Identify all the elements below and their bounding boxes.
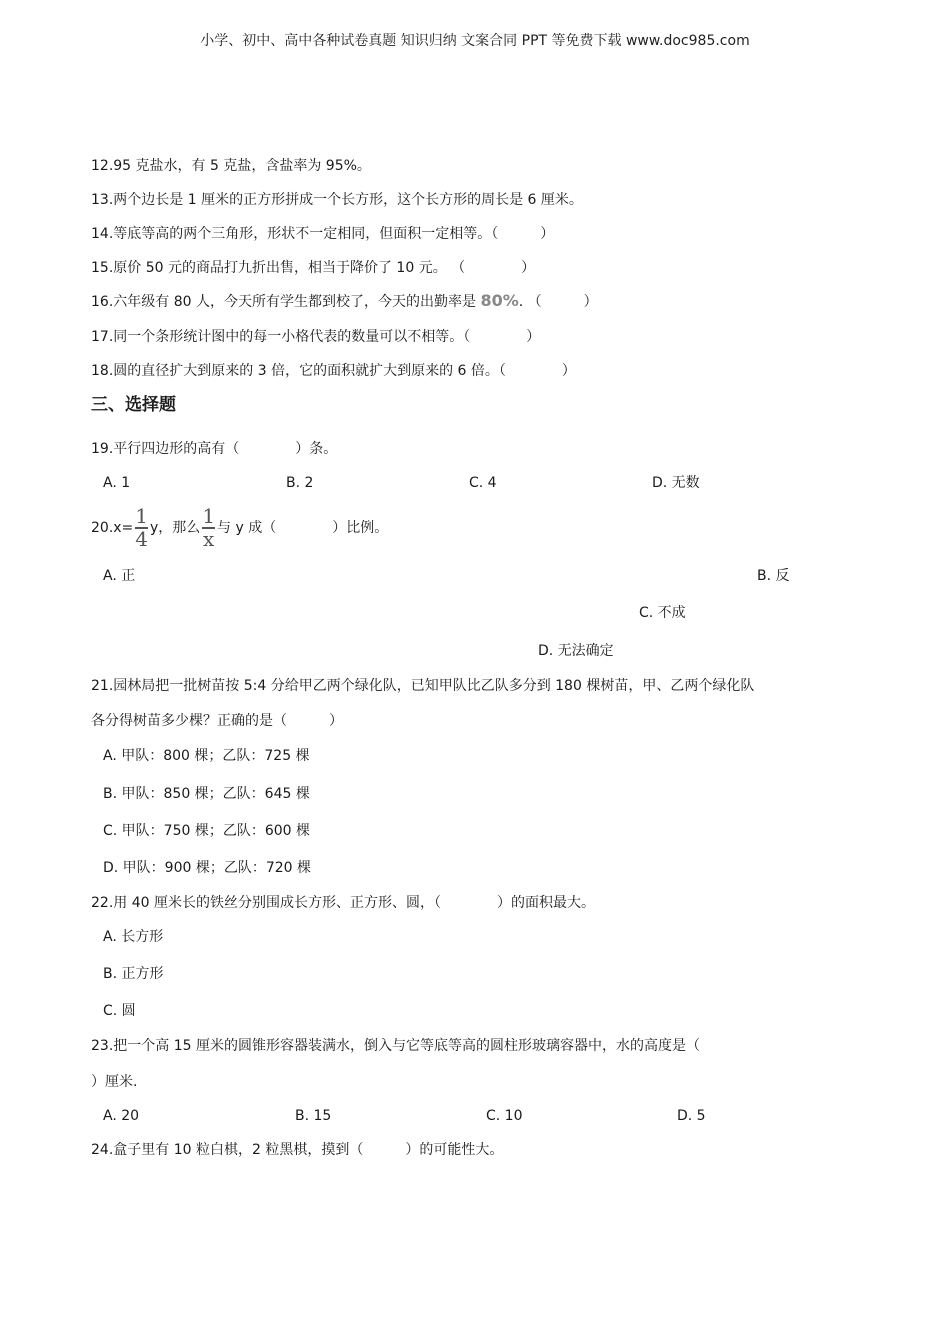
q21-option-b: B. 甲队：850 棵；乙队：645 棵 — [103, 786, 310, 802]
q19-option-c: C. 4 — [469, 475, 497, 491]
q20-option-c: C. 不成 — [639, 605, 686, 621]
question-12: 12.95 克盐水，有 5 克盐，含盐率为 95%。 — [91, 158, 371, 174]
page-header: 小学、初中、高中各种试卷真题 知识归纳 文案合同 PPT 等免费下载 www.doc985.com — [200, 33, 750, 49]
question-23-line-2: ）厘米. — [91, 1074, 138, 1090]
q21-option-c: C. 甲队：750 棵；乙队：600 棵 — [103, 823, 311, 839]
question-19: 19.平行四边形的高有（ ）条。 — [91, 441, 338, 457]
question-16 — [91, 291, 598, 312]
q20-option-b: B. 反 — [757, 568, 790, 584]
question-16-prefix: 16.六年级有 80 人，今天所有学生都到校了，今天的出勤率是 — [91, 294, 481, 310]
q23-option-b: B. 15 — [295, 1108, 332, 1124]
question-14: 14.等底等高的两个三角形，形状不一定相同，但面积一定相等。（ ） — [91, 226, 555, 242]
q20-suffix: 与 y 成（ ）比例。 — [217, 520, 389, 536]
q22-option-a: A. 长方形 — [103, 929, 164, 945]
q19-option-b: B. 2 — [286, 475, 314, 491]
q22-option-b: B. 正方形 — [103, 966, 164, 982]
q23-option-c: C. 10 — [486, 1108, 523, 1124]
fraction-1-denominator: 4 — [135, 527, 149, 551]
q21-option-d: D. 甲队：900 棵；乙队：720 棵 — [103, 860, 312, 876]
q22-option-c: C. 圆 — [103, 1003, 136, 1019]
fraction-2-numerator: 1 — [202, 504, 216, 528]
fraction-one-quarter — [135, 504, 149, 551]
q23-option-a: A. 20 — [103, 1108, 140, 1124]
question-24: 24.盒子里有 10 粒白棋，2 粒黑棋，摸到（ ）的可能性大。 — [91, 1142, 504, 1158]
question-22: 22.用 40 厘米长的铁丝分别围成长方形、正方形、圆，（ ）的面积最大。 — [91, 895, 595, 911]
question-17: 17.同一个条形统计图中的每一小格代表的数量可以不相等。（ ） — [91, 329, 541, 345]
fraction-2-denominator: x — [203, 527, 215, 551]
question-20 — [91, 503, 388, 553]
fraction-1-numerator: 1 — [135, 504, 149, 528]
question-18: 18.圆的直径扩大到原来的 3 倍，它的面积就扩大到原来的 6 倍。（ ） — [91, 363, 576, 379]
question-16-suffix: . （ ） — [518, 294, 598, 310]
section-title-choice: 三、选择题 — [91, 395, 176, 415]
question-23-line-1: 23.把一个高 15 厘米的圆锥形容器装满水，倒入与它等底等高的圆柱形玻璃容器中，水的高度是（ — [91, 1038, 700, 1054]
question-15: 15.原价 50 元的商品打九折出售，相当于降价了 10 元。 （ ） — [91, 260, 536, 276]
q19-option-d: D. 无数 — [652, 475, 700, 491]
question-21-line-2: 各分得树苗多少棵？正确的是（ ） — [91, 713, 343, 729]
fraction-one-over-x — [202, 504, 216, 551]
q20-option-d: D. 无法确定 — [538, 643, 614, 659]
q20-mid: y，那么 — [150, 520, 201, 536]
q19-option-a: A. 1 — [103, 475, 131, 491]
q23-option-d: D. 5 — [677, 1108, 706, 1124]
q20-prefix: 20.x= — [91, 520, 134, 536]
q20-option-a: A. 正 — [103, 568, 136, 584]
question-13: 13.两个边长是 1 厘米的正方形拼成一个长方形，这个长方形的周长是 6 厘米。 — [91, 192, 583, 208]
attendance-rate-value: 80% — [480, 291, 519, 310]
question-21-line-1: 21.园林局把一批树苗按 5:4 分给甲乙两个绿化队，已知甲队比乙队多分到 180 棵树苗，甲、乙两个绿化队 — [91, 678, 755, 694]
q21-option-a: A. 甲队：800 棵；乙队：725 棵 — [103, 748, 310, 764]
